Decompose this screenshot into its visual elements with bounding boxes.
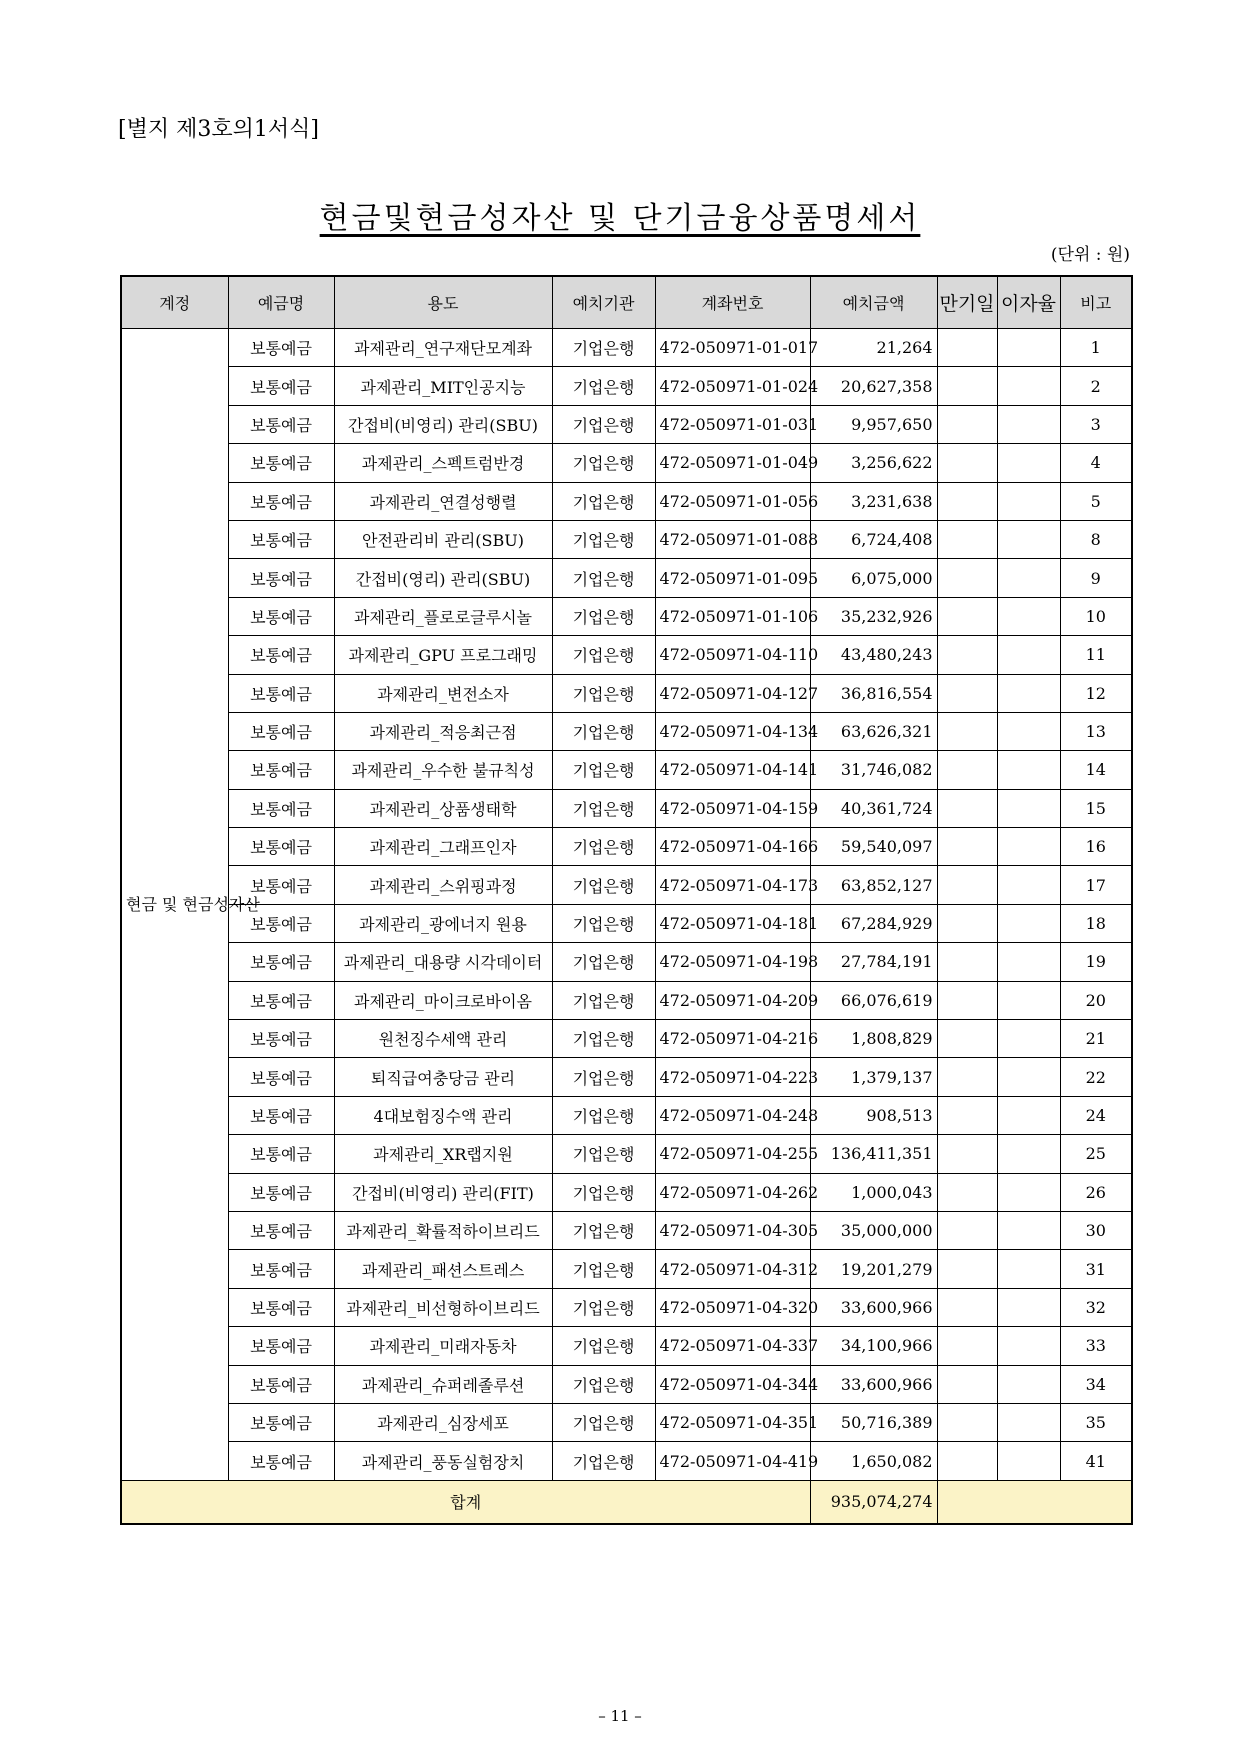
amount-cell: 66,076,619 [810,981,937,1019]
amount-cell: 136,411,351 [810,1135,937,1173]
account-number-cell: 472-050971-01-017 [655,329,810,367]
deposit-name-cell: 보통예금 [228,1250,334,1288]
note-cell: 41 [1060,1442,1132,1480]
col-header-deposit-name: 예금명 [228,276,334,329]
purpose-cell: 과제관리_우수한 불규칙성 [334,751,552,789]
bank-cell: 기업은행 [552,1403,655,1441]
amount-cell: 63,626,321 [810,712,937,750]
deposit-name-cell: 보통예금 [228,751,334,789]
note-cell: 9 [1060,559,1132,597]
deposit-name-cell: 보통예금 [228,828,334,866]
account-number-cell: 472-050971-04-110 [655,636,810,674]
account-number-cell: 472-050971-04-216 [655,1020,810,1058]
maturity-cell [937,1403,997,1441]
document-title: 현금및현금성자산 및 단기금융상품명세서 [319,201,921,236]
deposit-name-cell: 보통예금 [228,367,334,405]
note-cell: 11 [1060,636,1132,674]
maturity-cell [937,405,997,443]
note-cell: 16 [1060,828,1132,866]
table-row [121,405,1132,443]
account-number-cell: 472-050971-04-181 [655,904,810,942]
interest-rate-cell [997,559,1060,597]
account-number-cell: 472-050971-04-419 [655,1442,810,1480]
purpose-cell: 과제관리_광에너지 원용 [334,904,552,942]
bank-cell: 기업은행 [552,405,655,443]
table-row [121,828,1132,866]
purpose-cell: 과제관리_대용량 시각데이터 [334,943,552,981]
deposit-name-cell: 보통예금 [228,1211,334,1249]
deposit-name-cell: 보통예금 [228,329,334,367]
deposit-name-cell: 보통예금 [228,405,334,443]
note-cell: 21 [1060,1020,1132,1058]
purpose-cell: 과제관리_연결성행렬 [334,482,552,520]
note-cell: 17 [1060,866,1132,904]
amount-cell: 50,716,389 [810,1403,937,1441]
purpose-cell: 안전관리비 관리(SBU) [334,520,552,558]
purpose-cell: 과제관리_상품생태학 [334,789,552,827]
purpose-cell: 과제관리_패션스트레스 [334,1250,552,1288]
maturity-cell [937,828,997,866]
account-number-cell: 472-050971-04-173 [655,866,810,904]
note-cell: 32 [1060,1288,1132,1326]
amount-cell: 1,379,137 [810,1058,937,1096]
total-row [121,1480,1132,1524]
table-row [121,674,1132,712]
table-row [121,1365,1132,1403]
col-header-interest-rate: 이자율 [997,276,1060,329]
purpose-cell: 간접비(영리) 관리(SBU) [334,559,552,597]
note-cell: 35 [1060,1403,1132,1441]
interest-rate-cell [997,674,1060,712]
purpose-cell: 과제관리_슈퍼레졸루션 [334,1365,552,1403]
bank-cell: 기업은행 [552,866,655,904]
table-row [121,1058,1132,1096]
bank-cell: 기업은행 [552,981,655,1019]
interest-rate-cell [997,1211,1060,1249]
interest-rate-cell [997,636,1060,674]
bank-cell: 기업은행 [552,1442,655,1480]
maturity-cell [937,712,997,750]
maturity-cell [937,789,997,827]
deposit-name-cell: 보통예금 [228,597,334,635]
interest-rate-cell [997,1288,1060,1326]
purpose-cell: 간접비(비영리) 관리(SBU) [334,405,552,443]
amount-cell: 33,600,966 [810,1288,937,1326]
table-row [121,751,1132,789]
purpose-cell: 원천징수세액 관리 [334,1020,552,1058]
amount-cell: 6,724,408 [810,520,937,558]
bank-cell: 기업은행 [552,1135,655,1173]
interest-rate-cell [997,1442,1060,1480]
note-cell: 2 [1060,367,1132,405]
note-cell: 33 [1060,1327,1132,1365]
deposit-name-cell: 보통예금 [228,1135,334,1173]
bank-cell: 기업은행 [552,367,655,405]
purpose-cell: 과제관리_스펙트럼반경 [334,444,552,482]
note-cell: 5 [1060,482,1132,520]
account-number-cell: 472-050971-04-337 [655,1327,810,1365]
maturity-cell [937,674,997,712]
purpose-cell: 과제관리_변전소자 [334,674,552,712]
maturity-cell [937,636,997,674]
deposit-name-cell: 보통예금 [228,1403,334,1441]
deposit-name-cell: 보통예금 [228,1442,334,1480]
account-number-cell: 472-050971-04-166 [655,828,810,866]
maturity-cell [937,559,997,597]
amount-cell: 19,201,279 [810,1250,937,1288]
deposit-name-cell: 보통예금 [228,1327,334,1365]
bank-cell: 기업은행 [552,1096,655,1134]
interest-rate-cell [997,751,1060,789]
account-number-cell: 472-050971-04-262 [655,1173,810,1211]
total-empty-cell [937,1480,1132,1524]
maturity-cell [937,1327,997,1365]
interest-rate-cell [997,866,1060,904]
account-number-cell: 472-050971-04-198 [655,943,810,981]
table-row [121,789,1132,827]
note-cell: 1 [1060,329,1132,367]
note-cell: 14 [1060,751,1132,789]
bank-cell: 기업은행 [552,1365,655,1403]
account-number-cell: 472-050971-01-056 [655,482,810,520]
interest-rate-cell [997,1135,1060,1173]
interest-rate-cell [997,904,1060,942]
table-row [121,482,1132,520]
account-number-cell: 472-050971-04-141 [655,751,810,789]
bank-cell: 기업은행 [552,904,655,942]
table-row [121,712,1132,750]
table-row [121,981,1132,1019]
table-row [121,367,1132,405]
amount-cell: 1,000,043 [810,1173,937,1211]
account-number-cell: 472-050971-04-255 [655,1135,810,1173]
maturity-cell [937,367,997,405]
amount-cell: 3,256,622 [810,444,937,482]
amount-cell: 21,264 [810,329,937,367]
account-number-cell: 472-050971-01-088 [655,520,810,558]
bank-cell: 기업은행 [552,1058,655,1096]
col-header-bank: 예치기관 [552,276,655,329]
note-cell: 25 [1060,1135,1132,1173]
table-row [121,1442,1132,1480]
bank-cell: 기업은행 [552,482,655,520]
deposit-name-cell: 보통예금 [228,712,334,750]
bank-cell: 기업은행 [552,712,655,750]
note-cell: 15 [1060,789,1132,827]
interest-rate-cell [997,405,1060,443]
total-label: 합계 [121,1480,810,1524]
bank-cell: 기업은행 [552,559,655,597]
purpose-cell: 과제관리_XR랩지원 [334,1135,552,1173]
purpose-cell: 과제관리_비선형하이브리드 [334,1288,552,1326]
bank-cell: 기업은행 [552,1211,655,1249]
note-cell: 3 [1060,405,1132,443]
amount-cell: 34,100,966 [810,1327,937,1365]
bank-cell: 기업은행 [552,674,655,712]
note-cell: 24 [1060,1096,1132,1134]
account-number-cell: 472-050971-04-209 [655,981,810,1019]
table-row [121,636,1132,674]
purpose-cell: 과제관리_연구재단모계좌 [334,329,552,367]
col-header-amount: 예치금액 [810,276,937,329]
account-number-cell: 472-050971-04-134 [655,712,810,750]
maturity-cell [937,520,997,558]
note-cell: 18 [1060,904,1132,942]
purpose-cell: 과제관리_심장세포 [334,1403,552,1441]
maturity-cell [937,943,997,981]
interest-rate-cell [997,789,1060,827]
deposit-name-cell: 보통예금 [228,1020,334,1058]
bank-cell: 기업은행 [552,828,655,866]
interest-rate-cell [997,520,1060,558]
deposit-name-cell: 보통예금 [228,444,334,482]
bank-cell: 기업은행 [552,1020,655,1058]
note-cell: 34 [1060,1365,1132,1403]
maturity-cell [937,904,997,942]
purpose-cell: 과제관리_미래자동차 [334,1327,552,1365]
table-row [121,866,1132,904]
amount-cell: 33,600,966 [810,1365,937,1403]
unit-label: (단위 : 원) [1050,245,1130,265]
interest-rate-cell [997,482,1060,520]
col-header-account: 계정 [121,276,228,329]
note-cell: 8 [1060,520,1132,558]
note-cell: 13 [1060,712,1132,750]
maturity-cell [937,444,997,482]
bank-cell: 기업은행 [552,943,655,981]
interest-rate-cell [997,943,1060,981]
deposit-name-cell: 보통예금 [228,943,334,981]
note-cell: 20 [1060,981,1132,1019]
amount-cell: 3,231,638 [810,482,937,520]
purpose-cell: 과제관리_풍동실험장치 [334,1442,552,1480]
maturity-cell [937,1173,997,1211]
table-row [121,1096,1132,1134]
purpose-cell: 4대보험징수액 관리 [334,1096,552,1134]
maturity-cell [937,981,997,1019]
amount-cell: 40,361,724 [810,789,937,827]
col-header-maturity: 만기일 [937,276,997,329]
deposit-name-cell: 보통예금 [228,559,334,597]
purpose-cell: 과제관리_적응최근점 [334,712,552,750]
interest-rate-cell [997,1058,1060,1096]
note-cell: 4 [1060,444,1132,482]
table-row [121,444,1132,482]
total-amount: 935,074,274 [810,1480,937,1524]
deposit-name-cell: 보통예금 [228,981,334,1019]
amount-cell: 1,808,829 [810,1020,937,1058]
deposit-name-cell: 보통예금 [228,520,334,558]
account-number-cell: 472-050971-04-127 [655,674,810,712]
table-row [121,1020,1132,1058]
maturity-cell [937,1250,997,1288]
deposit-name-cell: 보통예금 [228,1365,334,1403]
note-cell: 10 [1060,597,1132,635]
amount-cell: 20,627,358 [810,367,937,405]
purpose-cell: 과제관리_확률적하이브리드 [334,1211,552,1249]
cash-equivalents-table [120,275,1133,1525]
maturity-cell [937,751,997,789]
amount-cell: 6,075,000 [810,559,937,597]
interest-rate-cell [997,1327,1060,1365]
purpose-cell: 과제관리_플로로글루시놀 [334,597,552,635]
table-row [121,904,1132,942]
bank-cell: 기업은행 [552,444,655,482]
header-row [121,276,1132,329]
note-cell: 22 [1060,1058,1132,1096]
deposit-name-cell: 보통예금 [228,1058,334,1096]
table-row [121,329,1132,367]
note-cell: 26 [1060,1173,1132,1211]
deposit-name-cell: 보통예금 [228,789,334,827]
table-row [121,1135,1132,1173]
bank-cell: 기업은행 [552,329,655,367]
purpose-cell: 과제관리_그래프인자 [334,828,552,866]
table-row [121,1173,1132,1211]
deposit-name-cell: 보통예금 [228,866,334,904]
col-header-account-number: 계좌번호 [655,276,810,329]
purpose-cell: 간접비(비영리) 관리(FIT) [334,1173,552,1211]
bank-cell: 기업은행 [552,597,655,635]
form-label: [별지 제3호의1서식] [118,117,319,142]
bank-cell: 기업은행 [552,520,655,558]
table-row [121,943,1132,981]
account-number-cell: 472-050971-01-031 [655,405,810,443]
table-row [121,1250,1132,1288]
account-number-cell: 472-050971-04-248 [655,1096,810,1134]
maturity-cell [937,866,997,904]
account-number-cell: 472-050971-04-159 [655,789,810,827]
account-number-cell: 472-050971-04-305 [655,1211,810,1249]
bank-cell: 기업은행 [552,636,655,674]
interest-rate-cell [997,444,1060,482]
table-row [121,1403,1132,1441]
deposit-name-cell: 보통예금 [228,904,334,942]
account-number-cell: 472-050971-04-351 [655,1403,810,1441]
maturity-cell [937,482,997,520]
maturity-cell [937,1442,997,1480]
maturity-cell [937,1096,997,1134]
account-category-cell: 현금 및 현금성자산 [121,329,228,1481]
interest-rate-cell [997,597,1060,635]
col-header-purpose: 용도 [334,276,552,329]
account-number-cell: 472-050971-01-024 [655,367,810,405]
purpose-cell: 퇴직급여충당금 관리 [334,1058,552,1096]
maturity-cell [937,1020,997,1058]
purpose-cell: 과제관리_스위핑과정 [334,866,552,904]
maturity-cell [937,597,997,635]
amount-cell: 31,746,082 [810,751,937,789]
interest-rate-cell [997,828,1060,866]
deposit-name-cell: 보통예금 [228,636,334,674]
purpose-cell: 과제관리_MIT인공지능 [334,367,552,405]
amount-cell: 908,513 [810,1096,937,1134]
table-row [121,1288,1132,1326]
bank-cell: 기업은행 [552,1250,655,1288]
note-cell: 30 [1060,1211,1132,1249]
amount-cell: 27,784,191 [810,943,937,981]
maturity-cell [937,1365,997,1403]
amount-cell: 36,816,554 [810,674,937,712]
col-header-note: 비고 [1060,276,1132,329]
amount-cell: 67,284,929 [810,904,937,942]
table-row [121,559,1132,597]
account-number-cell: 472-050971-01-095 [655,559,810,597]
account-number-cell: 472-050971-01-049 [655,444,810,482]
account-number-cell: 472-050971-04-344 [655,1365,810,1403]
amount-cell: 59,540,097 [810,828,937,866]
page-number: – 11 – [598,1707,642,1725]
note-cell: 19 [1060,943,1132,981]
account-number-cell: 472-050971-04-223 [655,1058,810,1096]
interest-rate-cell [997,329,1060,367]
amount-cell: 35,000,000 [810,1211,937,1249]
note-cell: 31 [1060,1250,1132,1288]
maturity-cell [937,1058,997,1096]
amount-cell: 35,232,926 [810,597,937,635]
amount-cell: 63,852,127 [810,866,937,904]
bank-cell: 기업은행 [552,1173,655,1211]
account-number-cell: 472-050971-04-312 [655,1250,810,1288]
amount-cell: 43,480,243 [810,636,937,674]
maturity-cell [937,1211,997,1249]
amount-cell: 9,957,650 [810,405,937,443]
table-row [121,597,1132,635]
maturity-cell [937,329,997,367]
interest-rate-cell [997,1250,1060,1288]
table-row [121,520,1132,558]
purpose-cell: 과제관리_GPU 프로그래밍 [334,636,552,674]
amount-cell: 1,650,082 [810,1442,937,1480]
deposit-name-cell: 보통예금 [228,1288,334,1326]
account-number-cell: 472-050971-04-320 [655,1288,810,1326]
deposit-name-cell: 보통예금 [228,1173,334,1211]
deposit-name-cell: 보통예금 [228,1096,334,1134]
interest-rate-cell [997,1403,1060,1441]
interest-rate-cell [997,1020,1060,1058]
maturity-cell [937,1135,997,1173]
deposit-name-cell: 보통예금 [228,482,334,520]
bank-cell: 기업은행 [552,789,655,827]
purpose-cell: 과제관리_마이크로바이옴 [334,981,552,1019]
deposit-name-cell: 보통예금 [228,674,334,712]
table-row [121,1211,1132,1249]
interest-rate-cell [997,367,1060,405]
bank-cell: 기업은행 [552,751,655,789]
bank-cell: 기업은행 [552,1327,655,1365]
account-number-cell: 472-050971-01-106 [655,597,810,635]
interest-rate-cell [997,712,1060,750]
maturity-cell [937,1288,997,1326]
interest-rate-cell [997,1365,1060,1403]
note-cell: 12 [1060,674,1132,712]
bank-cell: 기업은행 [552,1288,655,1326]
interest-rate-cell [997,1173,1060,1211]
table-row [121,1327,1132,1365]
interest-rate-cell [997,981,1060,1019]
interest-rate-cell [997,1096,1060,1134]
